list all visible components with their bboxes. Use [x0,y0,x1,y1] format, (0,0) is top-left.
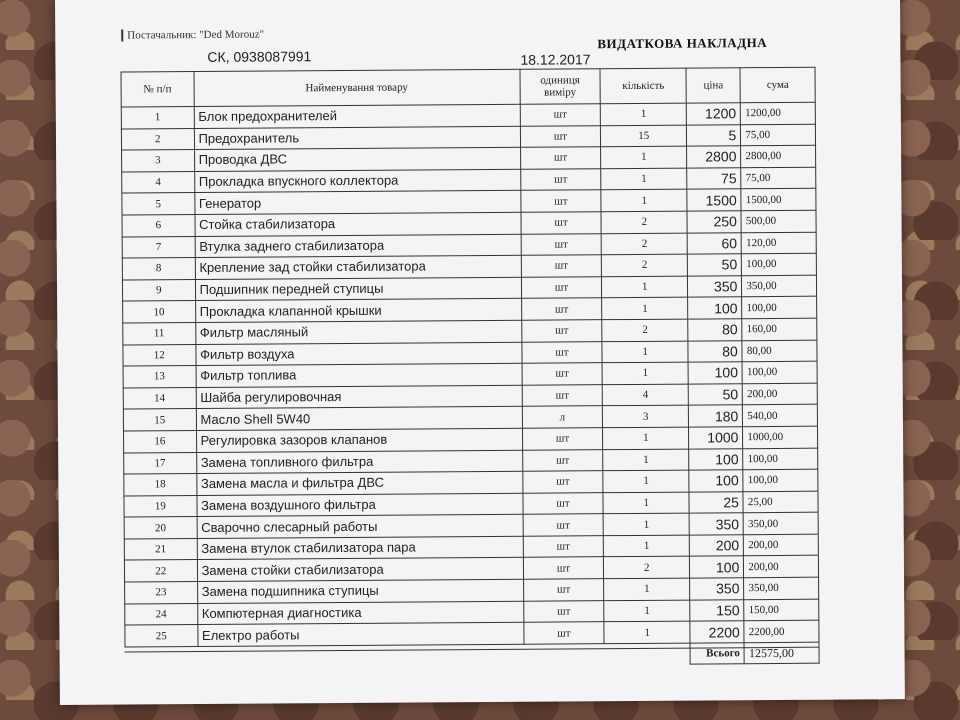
cell-qty: 1 [601,146,687,168]
cell-price: 1200 [686,103,740,125]
cell-price: 60 [687,232,741,254]
cell-sum: 1000,00 [743,426,818,448]
cell-name: Замена воздушного фильтра [197,493,523,517]
cell-name: Подшипник передней ступицы [195,277,521,301]
cell-name: Фильтр топлива [196,363,522,387]
supplier-label: Постачальник: "Ded Morouz" [121,29,264,42]
cell-sum: 500,00 [741,210,816,232]
cell-price: 50 [687,254,741,276]
cell-price: 1000 [689,427,743,449]
col-header-qty: кількість [600,68,686,104]
total-label: Всього [690,643,744,665]
cell-sum: 100,00 [742,297,817,319]
cell-qty: 1 [603,513,689,535]
cell-num: 23 [125,582,198,604]
cell-unit: шт [523,557,604,579]
cell-num: 9 [122,279,195,301]
cell-price: 100 [689,470,743,492]
cell-num: 20 [124,517,197,539]
cell-num: 14 [123,387,196,409]
cell-unit: шт [522,471,603,493]
col-header-num: № п/п [121,72,194,108]
cell-num: 25 [125,625,198,647]
col-header-name: Найменування товару [194,69,520,106]
cell-num: 1 [121,107,194,129]
cell-num: 17 [124,452,197,474]
cell-unit: шт [523,536,604,558]
cell-name: Замена масла и фильтра ДВС [196,471,522,495]
cell-name: Предохранитель [194,126,520,150]
invoice-table [121,67,820,669]
cell-unit: шт [521,212,602,234]
cell-qty: 1 [603,470,689,492]
cell-unit: шт [523,579,604,601]
cell-sum: 1200,00 [741,102,816,124]
cell-name: Замена стойки стабилизатора [197,558,523,582]
cell-unit: шт [521,320,602,342]
cell-qty: 1 [604,535,690,557]
cell-qty: 1 [603,449,689,471]
cell-num: 10 [123,301,196,323]
cell-num: 3 [122,150,195,172]
cell-price: 2800 [687,146,741,168]
cell-price: 350 [690,578,744,600]
cell-name: Масло Shell 5W40 [196,407,522,431]
cell-price: 150 [690,599,744,621]
cell-unit: шт [521,255,602,277]
cell-unit: шт [523,514,604,536]
cell-price: 75 [687,167,741,189]
cell-num: 16 [124,430,197,452]
cell-name: Прокладка клапанной крышки [195,299,521,323]
cell-name: Шайба регулировочная [196,385,522,409]
cell-name: Стойка стабилизатора [195,212,521,236]
cell-qty: 4 [603,384,689,406]
cell-qty: 1 [601,103,687,125]
cell-qty: 2 [602,319,688,341]
cell-sum: 350,00 [743,512,818,534]
cell-unit: шт [522,363,603,385]
cell-name: Проводка ДВС [194,147,520,171]
cell-sum: 100,00 [742,253,817,275]
cell-qty: 1 [602,276,688,298]
cell-name: Замена втулок стабилизатора пара [197,536,523,560]
cell-qty: 3 [603,405,689,427]
cell-qty: 15 [601,125,687,147]
cell-unit: шт [520,190,601,212]
cell-name: Замена топливного фильтра [196,450,522,474]
cell-sum: 2800,00 [741,145,816,167]
cell-sum: 25,00 [743,491,818,513]
cell-price: 80 [688,319,742,341]
cell-num: 24 [125,603,198,625]
cell-name: Прокладка впускного коллектора [194,169,520,193]
cell-sum: 160,00 [742,318,817,340]
cell-price: 80 [688,340,742,362]
cell-num: 19 [124,495,197,517]
cell-sum: 100,00 [742,361,817,383]
cell-price: 100 [688,362,742,384]
cell-sum: 200,00 [744,534,819,556]
cell-unit: шт [521,298,602,320]
cell-unit: шт [522,384,603,406]
cell-num: 22 [124,560,197,582]
invoice-sheet [55,0,905,705]
cell-unit: шт [520,104,601,126]
cell-qty: 2 [601,233,687,255]
cell-price: 180 [689,405,743,427]
cell-sum: 75,00 [741,167,816,189]
cell-sum: 1500,00 [741,189,816,211]
cell-qty: 1 [604,621,690,643]
cell-price: 2200 [690,621,744,643]
cell-unit: шт [523,492,604,514]
cell-name: Сварочно слесарный работы [197,515,523,539]
cell-qty: 2 [601,211,687,233]
cell-unit: шт [520,168,601,190]
contact-phone: СК, 0938087991 [207,48,312,65]
cell-num: 4 [122,171,195,193]
cell-sum: 120,00 [741,232,816,254]
cell-name: Регулировка зазоров клапанов [196,428,522,452]
total-value: 12575,00 [744,642,819,664]
cell-sum: 350,00 [742,275,817,297]
cell-num: 2 [121,128,194,150]
cell-sum: 80,00 [742,340,817,362]
cell-qty: 1 [601,189,687,211]
cell-qty: 1 [603,492,689,514]
cell-name: Крепление зад стойки стабилизатора [195,255,521,279]
cell-sum: 75,00 [741,124,816,146]
cell-price: 25 [689,491,743,513]
cell-price: 50 [688,383,742,405]
cell-unit: шт [520,147,601,169]
cell-sum: 100,00 [743,448,818,470]
cell-price: 100 [688,297,742,319]
cell-num: 11 [123,322,196,344]
cell-unit: шт [523,600,604,622]
cell-unit: л [522,406,603,428]
cell-num: 6 [122,214,195,236]
cell-price: 200 [689,535,743,557]
cell-num: 7 [122,236,195,258]
col-header-unit: одиниця виміру [520,69,601,105]
total-row [125,642,819,668]
cell-sum: 540,00 [743,405,818,427]
cell-qty: 2 [602,254,688,276]
cell-num: 12 [123,344,196,366]
cell-qty: 1 [604,600,690,622]
col-header-sum: сума [740,67,815,103]
cell-qty: 1 [603,427,689,449]
cell-qty: 1 [602,341,688,363]
document-title: ВИДАТКОВА НАКЛАДНА [597,35,768,52]
cell-num: 5 [122,193,195,215]
cell-name: Замена подшипника ступицы [197,579,523,603]
cell-qty: 1 [601,168,687,190]
col-header-price: ціна [686,68,740,103]
cell-qty: 2 [604,557,690,579]
cell-unit: шт [520,125,601,147]
cell-name: Фильтр масляный [195,320,521,344]
cell-name: Блок предохранителей [194,104,520,128]
cell-sum: 100,00 [743,469,818,491]
cell-qty: 1 [604,578,690,600]
cell-price: 5 [687,124,741,146]
cell-num: 13 [123,366,196,388]
cell-name: Втулка заднего стабилизатора [195,234,521,258]
cell-num: 21 [124,538,197,560]
cell-unit: шт [521,276,602,298]
cell-price: 350 [689,513,743,535]
cell-qty: 1 [602,362,688,384]
cell-num: 15 [123,409,196,431]
cell-sum: 2200,00 [744,620,819,642]
cell-sum: 350,00 [744,577,819,599]
cell-price: 350 [688,275,742,297]
cell-sum: 200,00 [743,383,818,405]
cell-unit: шт [522,341,603,363]
cell-price: 1500 [687,189,741,211]
cell-sum: 150,00 [744,599,819,621]
cell-name: Генератор [194,191,520,215]
cell-price: 100 [689,448,743,470]
cell-qty: 1 [602,297,688,319]
cell-num: 18 [124,474,197,496]
cell-name: Електро работы [197,622,523,646]
document-date: 18.12.2017 [520,51,591,68]
table-header-row [121,67,815,107]
cell-price: 250 [687,211,741,233]
cell-name: Фильтр воздуха [195,342,521,366]
cell-unit: шт [521,233,602,255]
cell-name: Компютерная диагностика [197,601,523,625]
cell-num: 8 [122,258,195,280]
cell-unit: шт [523,622,604,644]
cell-unit: шт [522,428,603,450]
cell-unit: шт [522,449,603,471]
cell-sum: 200,00 [744,556,819,578]
cell-price: 100 [690,556,744,578]
